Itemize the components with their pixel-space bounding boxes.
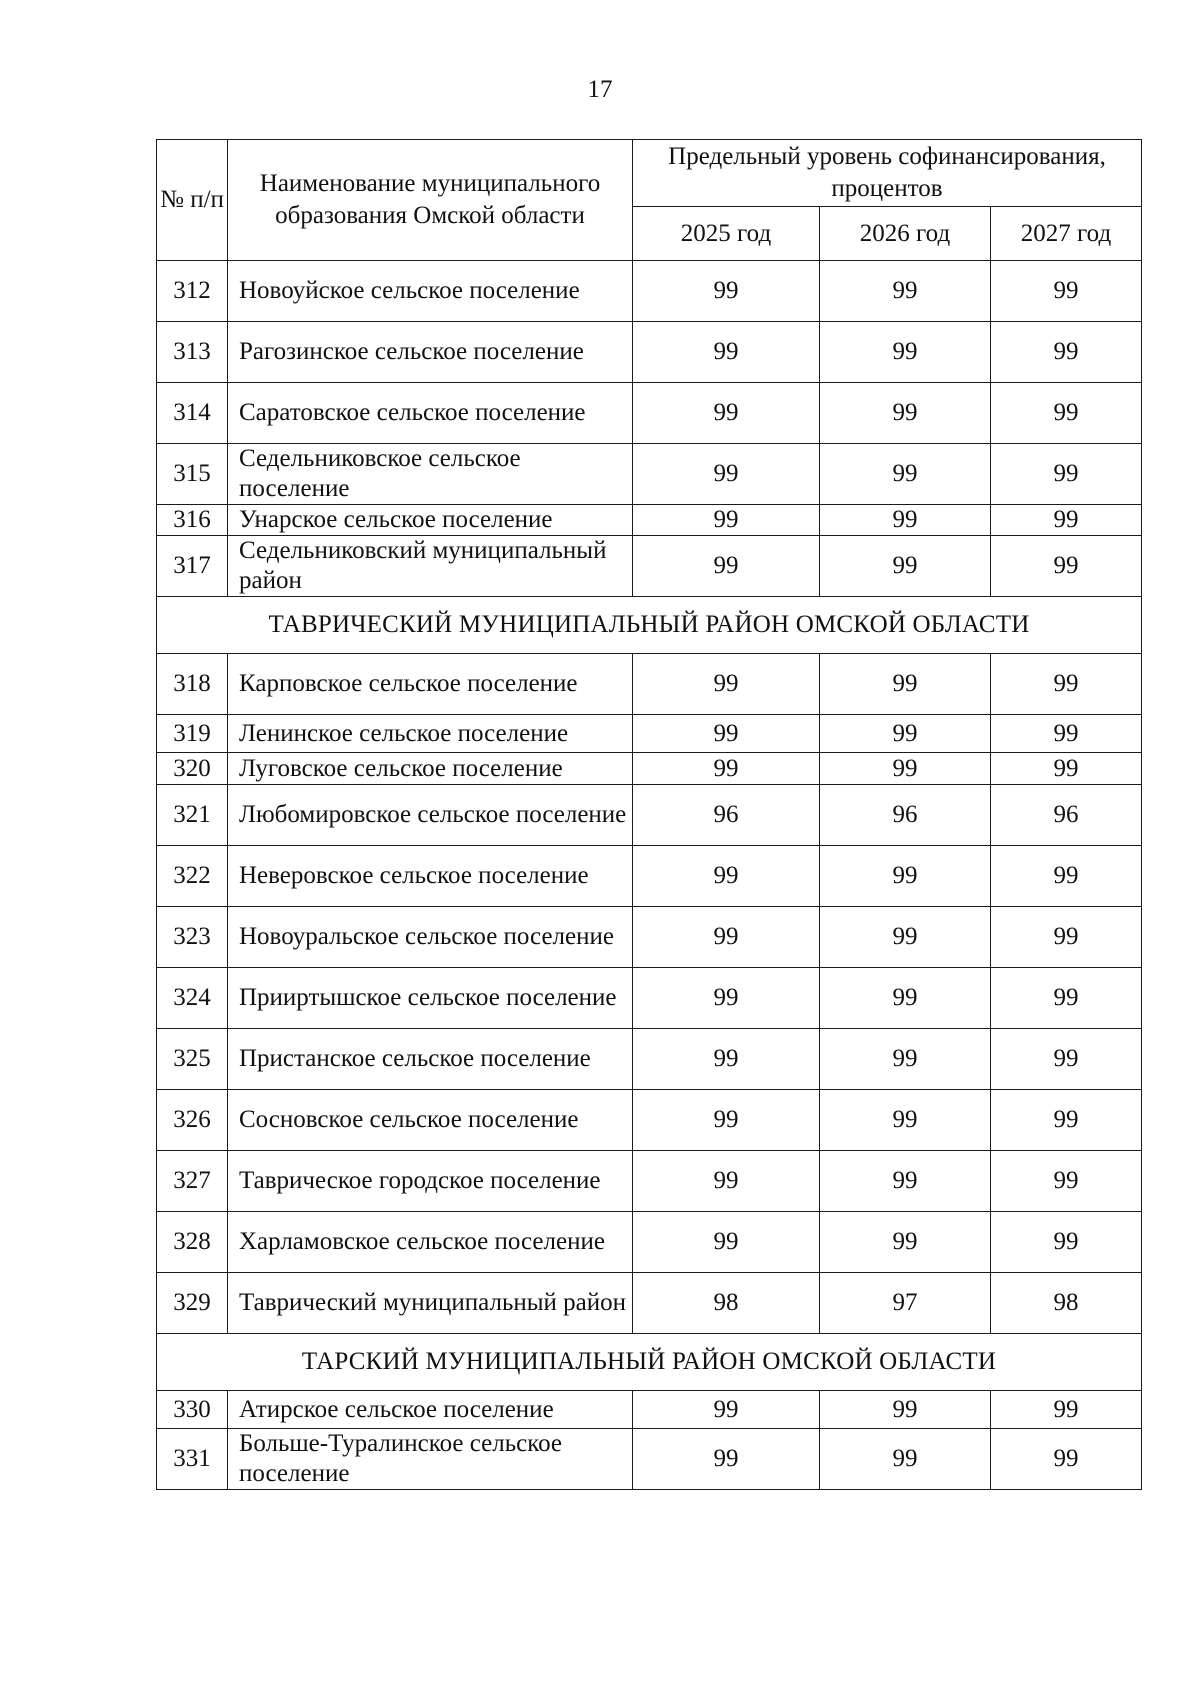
- value-2027: 99: [991, 907, 1142, 968]
- municipality-name: Сосновское сельское поселение: [228, 1090, 633, 1151]
- value-2026: 99: [820, 1090, 991, 1151]
- value-2026: 99: [820, 444, 991, 505]
- value-2026: 99: [820, 261, 991, 322]
- value-2025: 99: [633, 1429, 820, 1490]
- row-number: 320: [157, 753, 228, 785]
- municipality-name: Рагозинское сельское поселение: [228, 322, 633, 383]
- value-2025: 96: [633, 785, 820, 846]
- row-number: 323: [157, 907, 228, 968]
- value-2027: 99: [991, 505, 1142, 536]
- value-2025: 99: [633, 1212, 820, 1273]
- row-number: 319: [157, 715, 228, 753]
- value-2027: 99: [991, 1029, 1142, 1090]
- value-2026: 99: [820, 383, 991, 444]
- value-2027: 99: [991, 536, 1142, 597]
- value-2026: 97: [820, 1273, 991, 1334]
- table-row: [157, 383, 1142, 444]
- value-2026: 99: [820, 1429, 991, 1490]
- value-2026: 99: [820, 505, 991, 536]
- value-2027: 99: [991, 383, 1142, 444]
- row-number: 317: [157, 536, 228, 597]
- table-row: [157, 968, 1142, 1029]
- header-name: Наименование муниципального образования Омской области: [228, 140, 633, 261]
- value-2027: 98: [991, 1273, 1142, 1334]
- row-number: 312: [157, 261, 228, 322]
- table-row: [157, 1212, 1142, 1273]
- value-2025: 99: [633, 383, 820, 444]
- header-row-top: [157, 140, 1142, 207]
- municipality-name: Таврическое городское поселение: [228, 1151, 633, 1212]
- value-2025: 99: [633, 505, 820, 536]
- value-2027: 99: [991, 1151, 1142, 1212]
- header-num: № п/п: [157, 140, 228, 261]
- header-year-2025: 2025 год: [633, 207, 820, 261]
- value-2025: 99: [633, 907, 820, 968]
- municipality-name: Неверовское сельское поселение: [228, 846, 633, 907]
- municipality-name: Ленинское сельское поселение: [228, 715, 633, 753]
- value-2025: 99: [633, 846, 820, 907]
- table-row: [157, 753, 1142, 785]
- value-2026: 99: [820, 1212, 991, 1273]
- header-year-2026: 2026 год: [820, 207, 991, 261]
- value-2027: 99: [991, 261, 1142, 322]
- row-number: 327: [157, 1151, 228, 1212]
- municipality-name: Карповское сельское поселение: [228, 654, 633, 715]
- row-number: 326: [157, 1090, 228, 1151]
- section-row: [157, 1334, 1142, 1391]
- municipality-name: Новоуйское сельское поселение: [228, 261, 633, 322]
- table-body: [157, 261, 1142, 1490]
- row-number: 321: [157, 785, 228, 846]
- value-2025: 99: [633, 261, 820, 322]
- header-cofinancing-level: Предельный уровень софинансирования, процентов: [633, 140, 1142, 207]
- value-2027: 96: [991, 785, 1142, 846]
- table-row: [157, 505, 1142, 536]
- row-number: 330: [157, 1391, 228, 1429]
- row-number: 324: [157, 968, 228, 1029]
- row-number: 322: [157, 846, 228, 907]
- row-number: 331: [157, 1429, 228, 1490]
- table-row: [157, 1429, 1142, 1490]
- value-2026: 99: [820, 1029, 991, 1090]
- table-row: [157, 907, 1142, 968]
- row-number: 313: [157, 322, 228, 383]
- row-number: 328: [157, 1212, 228, 1273]
- row-number: 315: [157, 444, 228, 505]
- table-row: [157, 654, 1142, 715]
- section-title: ТАРСКИЙ МУНИЦИПАЛЬНЫЙ РАЙОН ОМСКОЙ ОБЛАСТИ: [157, 1334, 1142, 1391]
- municipality-name: Прииртышское сельское поселение: [228, 968, 633, 1029]
- municipality-name: Пристанское сельское поселение: [228, 1029, 633, 1090]
- row-number: 318: [157, 654, 228, 715]
- municipality-name: Таврический муниципальный район: [228, 1273, 633, 1334]
- value-2026: 96: [820, 785, 991, 846]
- value-2026: 99: [820, 1151, 991, 1212]
- value-2025: 99: [633, 322, 820, 383]
- table-row: [157, 1273, 1142, 1334]
- value-2026: 99: [820, 1391, 991, 1429]
- value-2025: 99: [633, 1029, 820, 1090]
- municipality-name: Атирское сельское поселение: [228, 1391, 633, 1429]
- value-2027: 99: [991, 444, 1142, 505]
- municipality-name: Больше-Туралинское сельское поселение: [228, 1429, 633, 1490]
- table-row: [157, 261, 1142, 322]
- cofinancing-table: [156, 139, 1142, 1490]
- table-row: [157, 1151, 1142, 1212]
- value-2026: 99: [820, 907, 991, 968]
- municipality-name: Новоуральское сельское поселение: [228, 907, 633, 968]
- value-2027: 99: [991, 968, 1142, 1029]
- municipality-name: Унарское сельское поселение: [228, 505, 633, 536]
- value-2025: 99: [633, 753, 820, 785]
- municipality-name: Седельниковский муниципальный район: [228, 536, 633, 597]
- row-number: 314: [157, 383, 228, 444]
- value-2026: 99: [820, 715, 991, 753]
- municipality-name: Седельниковское сельское поселение: [228, 444, 633, 505]
- table-row: [157, 846, 1142, 907]
- value-2025: 99: [633, 536, 820, 597]
- row-number: 329: [157, 1273, 228, 1334]
- table-row: [157, 444, 1142, 505]
- table-row: [157, 715, 1142, 753]
- page-number: 17: [587, 76, 613, 103]
- value-2027: 99: [991, 715, 1142, 753]
- value-2025: 99: [633, 654, 820, 715]
- municipality-name: Любомировское сельское поселение: [228, 785, 633, 846]
- value-2027: 99: [991, 1212, 1142, 1273]
- section-row: [157, 597, 1142, 654]
- value-2025: 99: [633, 968, 820, 1029]
- row-number: 316: [157, 505, 228, 536]
- municipality-name: Харламовское сельское поселение: [228, 1212, 633, 1273]
- value-2026: 99: [820, 322, 991, 383]
- value-2025: 99: [633, 1090, 820, 1151]
- table-row: [157, 1391, 1142, 1429]
- table-row: [157, 785, 1142, 846]
- value-2025: 99: [633, 1151, 820, 1212]
- value-2025: 99: [633, 715, 820, 753]
- table-row: [157, 1029, 1142, 1090]
- value-2027: 99: [991, 1391, 1142, 1429]
- municipality-name: Саратовское сельское поселение: [228, 383, 633, 444]
- value-2025: 99: [633, 1391, 820, 1429]
- header-year-2027: 2027 год: [991, 207, 1142, 261]
- value-2025: 99: [633, 444, 820, 505]
- table-row: [157, 1090, 1142, 1151]
- value-2026: 99: [820, 654, 991, 715]
- value-2026: 99: [820, 968, 991, 1029]
- section-title: ТАВРИЧЕСКИЙ МУНИЦИПАЛЬНЫЙ РАЙОН ОМСКОЙ ОБЛАСТИ: [157, 597, 1142, 654]
- value-2026: 99: [820, 536, 991, 597]
- value-2027: 99: [991, 1090, 1142, 1151]
- value-2027: 99: [991, 753, 1142, 785]
- value-2027: 99: [991, 322, 1142, 383]
- value-2026: 99: [820, 753, 991, 785]
- value-2027: 99: [991, 1429, 1142, 1490]
- table-row: [157, 322, 1142, 383]
- value-2025: 98: [633, 1273, 820, 1334]
- row-number: 325: [157, 1029, 228, 1090]
- value-2027: 99: [991, 846, 1142, 907]
- value-2027: 99: [991, 654, 1142, 715]
- municipality-name: Луговское сельское поселение: [228, 753, 633, 785]
- table-row: [157, 536, 1142, 597]
- value-2026: 99: [820, 846, 991, 907]
